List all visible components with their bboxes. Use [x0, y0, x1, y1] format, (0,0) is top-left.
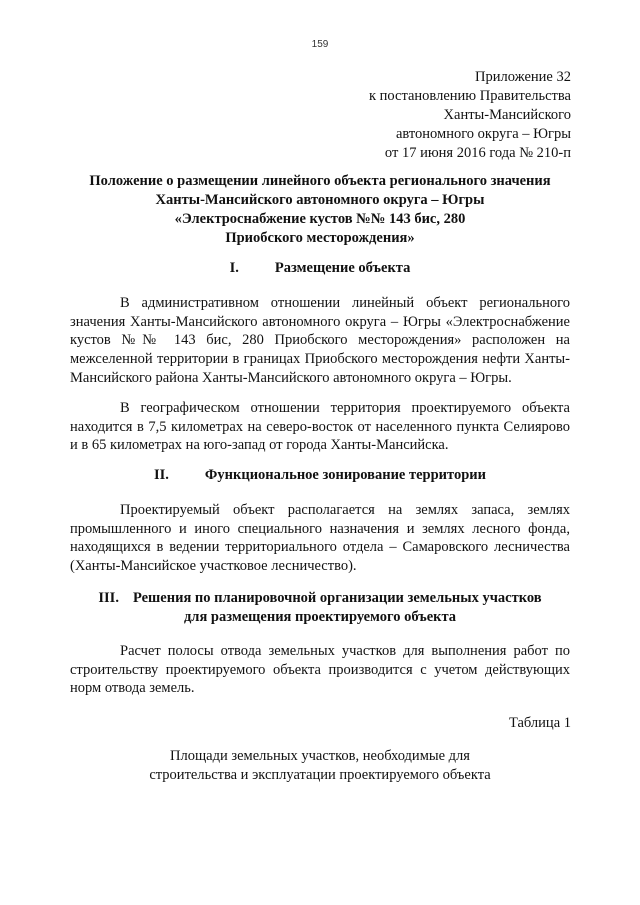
page-number: 159	[311, 39, 329, 50]
section-number: III.	[98, 590, 119, 606]
appendix-line: от 17 июня 2016 года № 210-п	[384, 145, 571, 161]
appendix-line: автономного округа – Югры	[395, 126, 571, 142]
section-heading-2	[70, 466, 570, 485]
caption-line: Площади земельных участков, необходимые для	[170, 748, 470, 764]
section-heading-3	[70, 589, 570, 627]
paragraph: Проектируемый объект располагается на землях запаса, землях промышленного и иного специального назначения и землях лесного фонда, находящихся в ведении территориального отдела – Самаровского лесничества (Ханты-Мансийское участковое лесничество).	[70, 502, 570, 575]
table-label: Таблица 1	[508, 715, 571, 731]
section-title-line	[70, 589, 570, 608]
appendix-line: Приложение 32	[475, 69, 571, 85]
section-title: Функциональное зонирование территории	[204, 467, 486, 483]
section-title-line: для размещения проектируемого объекта	[183, 609, 457, 625]
appendix-line: к постановлению Правительства	[369, 88, 571, 104]
paragraph: Расчет полосы отвода земельных участков для выполнения работ по строительству проектируемого объекта производится с учетом действующих норм отвода земель.	[70, 643, 570, 697]
appendix-block	[369, 68, 571, 163]
title-line: Положение о размещении линейного объекта регионального значения	[89, 173, 551, 189]
document-title	[70, 172, 570, 248]
title-line: Приобского месторождения»	[225, 230, 415, 246]
section-number: I.	[229, 260, 239, 276]
section-title: Решения по планировочной организации земельных участков	[132, 590, 542, 606]
paragraph: В административном отношении линейный объект регионального значения Ханты-Мансийского автономного округа – Югры «Электроснабжение кустов №№ 143 бис, 280 Приобского месторождения» расположен на межселенной территории в границах Приобского месторождения нефти Ханты-Мансийского района Ханты-Мансийского автономного округа – Югры.	[70, 295, 570, 386]
table-caption	[70, 747, 570, 785]
appendix-line: Ханты-Мансийского	[443, 107, 571, 123]
section-heading-1	[70, 259, 570, 278]
section-title: Размещение объекта	[274, 260, 411, 276]
caption-line: строительства и эксплуатации проектируемого объекта	[149, 767, 491, 783]
title-line: «Электроснабжение кустов №№ 143 бис, 280	[174, 211, 466, 227]
paragraph: В географическом отношении территория проектируемого объекта находится в 7,5 километрах на северо-восток от населенного пункта Селиярово и в 65 километрах на юго-запад от города Ханты-Мансийска.	[70, 400, 570, 454]
section-number: II.	[154, 467, 169, 483]
title-line: Ханты-Мансийского автономного округа – Югры	[155, 192, 485, 208]
